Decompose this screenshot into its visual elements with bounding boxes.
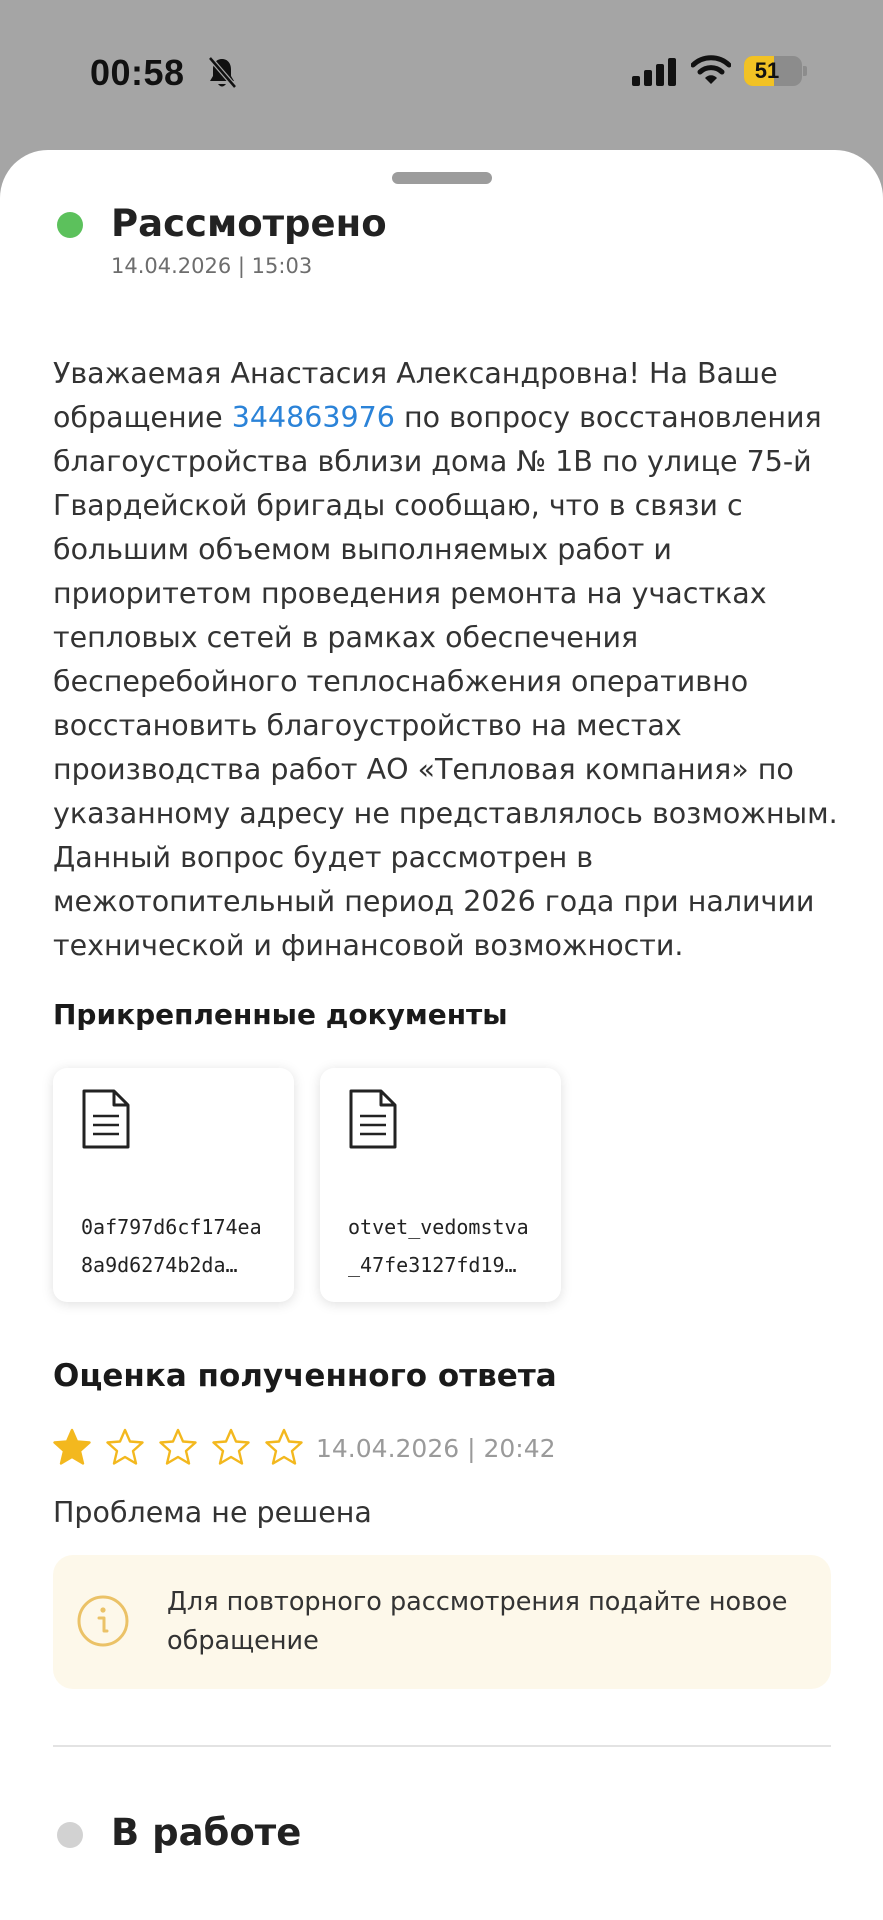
status-time: 00:58 bbox=[90, 52, 185, 93]
attachment-name bbox=[81, 1208, 281, 1284]
request-history-sheet bbox=[0, 150, 883, 1920]
attachment-name-line: otvet_vedomstva bbox=[348, 1215, 529, 1239]
attachment-name-line: 8a9d6274b2da… bbox=[81, 1253, 238, 1277]
battery-level-text: 51 bbox=[754, 58, 780, 83]
sheet-grabber[interactable] bbox=[392, 172, 492, 184]
answer-text bbox=[53, 352, 843, 968]
signal-icon bbox=[632, 58, 676, 86]
status-date-reviewed: 14.04.2026 | 15:03 bbox=[111, 254, 313, 278]
resubmit-notice bbox=[53, 1555, 831, 1689]
star-outline-icon bbox=[265, 1428, 303, 1466]
answer-text-part: Уважаемая Анастасия Александровна! На Ваше обращение bbox=[53, 357, 778, 434]
attachment-card[interactable] bbox=[320, 1068, 561, 1302]
attachment-name bbox=[348, 1208, 548, 1284]
status-title-in-progress: В работе bbox=[111, 1811, 302, 1854]
star-outline-icon bbox=[106, 1428, 144, 1466]
attachment-card[interactable] bbox=[53, 1068, 294, 1302]
info-icon bbox=[76, 1594, 130, 1648]
status-bar bbox=[0, 0, 883, 150]
attachments-heading: Прикрепленные документы bbox=[53, 998, 508, 1031]
battery-icon bbox=[744, 56, 802, 86]
attachment-name-line: _47fe3127fd19… bbox=[348, 1253, 517, 1277]
star-outline-icon bbox=[159, 1428, 197, 1466]
bell-slash-icon bbox=[207, 56, 237, 90]
status-title-reviewed: Рассмотрено bbox=[111, 202, 387, 245]
answer-text-part: по вопросу восстановления благоустройства вблизи дома № 1В по улице 75-й Гвардейской бригады сообщаю, что в связи с большим объемом выполняемых работ и приоритетом проведения ремонта на участках тепловых сетей в рамках обеспечения бесперебойного теплоснабжения оперативно восстановить благоустройство на местах производства работ АО «Тепловая компания» по указанному адресу не представлялось возможным. Данный вопрос будет рассмотрен в межотопительный период 2026 года при наличии технической и финансовой возможности. bbox=[53, 401, 838, 962]
document-icon bbox=[81, 1088, 131, 1150]
wifi-icon bbox=[691, 54, 731, 86]
rating-date: 14.04.2026 | 20:42 bbox=[316, 1434, 556, 1463]
attachment-name-line: 0af797d6cf174ea bbox=[81, 1215, 262, 1239]
notice-text: Для повторного рассмотрения подайте новое обращение bbox=[167, 1587, 788, 1656]
star-outline-icon bbox=[212, 1428, 250, 1466]
status-dot-reviewed bbox=[57, 212, 83, 238]
rating-result: Проблема не решена bbox=[53, 1496, 372, 1529]
rating-heading: Оценка полученного ответа bbox=[53, 1358, 557, 1394]
divider bbox=[53, 1745, 831, 1747]
document-icon bbox=[348, 1088, 398, 1150]
star-filled-icon bbox=[53, 1428, 91, 1466]
request-number-link[interactable]: 344863976 bbox=[231, 401, 395, 434]
battery-cap bbox=[803, 66, 807, 76]
status-dot-in-progress bbox=[57, 1822, 83, 1848]
